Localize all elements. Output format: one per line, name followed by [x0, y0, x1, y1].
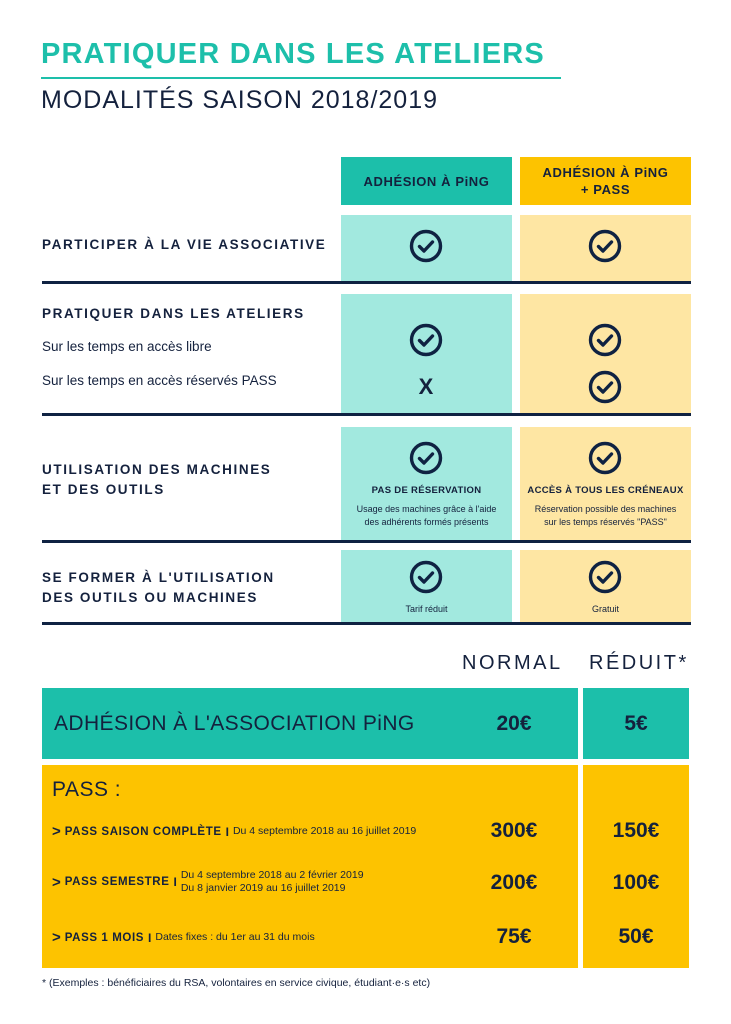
row4-adhesion-cell	[341, 550, 512, 623]
pass-dates-line: Du 8 janvier 2019 au 16 juillet 2019	[180, 882, 346, 894]
row-divider	[42, 281, 691, 284]
pass-saison-price-reduced: 150€	[612, 819, 660, 842]
cell-desc-line: sur les temps réservés "PASS"	[544, 517, 667, 527]
row-label-se-former-line1: SE FORMER À L'UTILISATION	[42, 570, 275, 585]
row-label-pratiquer: PRATIQUER DANS LES ATELIERS	[42, 306, 305, 321]
check-icon	[409, 560, 443, 594]
footnote: * (Exemples : bénéficiaires du RSA, volontaires en service civique, étudiant·e·s etc)	[42, 977, 431, 989]
row-sublabel-acces-libre: Sur les temps en accès libre	[42, 339, 212, 354]
column-header-adhesion-pass	[520, 157, 691, 205]
membership-price-reduced: 5€	[624, 712, 648, 735]
row1-adhesion-cell	[341, 215, 512, 282]
cell-note-gratuit: Gratuit	[591, 604, 619, 614]
column-header-adhesion	[341, 157, 512, 205]
page-title: PRATIQUER DANS LES ATELIERS	[41, 38, 545, 70]
column-header-adhesion-label: ADHÉSION À PiNG	[363, 173, 490, 189]
chevron-right-icon: >	[52, 873, 61, 891]
pass-title: PASS :	[52, 778, 122, 801]
pass-semestre-price-reduced: 100€	[612, 871, 660, 894]
row-divider	[42, 540, 691, 543]
check-icon	[409, 441, 443, 475]
row3-pass-cell	[520, 427, 691, 541]
check-icon	[588, 229, 622, 263]
row-label-se-former-line2: DES OUTILS OU MACHINES	[42, 590, 258, 605]
cell-title-acces-creneaux: ACCÈS À TOUS LES CRÉNEAUX	[527, 485, 684, 496]
check-icon	[588, 560, 622, 594]
pass-name: PASS SAISON COMPLÈTE	[64, 825, 222, 838]
check-icon	[409, 323, 443, 357]
cell-desc-line: Usage des machines grâce à l'aide	[356, 504, 497, 514]
pass-name: PASS 1 MOIS	[64, 931, 145, 944]
row3-adhesion-cell	[341, 427, 512, 541]
pass-dates	[181, 869, 364, 895]
pass-item-1-mois	[52, 929, 315, 946]
row-label-utilisation	[42, 460, 271, 500]
pass-dates-line: Du 4 septembre 2018 au 2 février 2019	[180, 869, 364, 881]
pass-item-saison	[52, 823, 416, 840]
row4-pass-cell	[520, 550, 691, 623]
cell-desc-line: Réservation possible des machines	[534, 504, 677, 514]
price-header-normal: NORMAL	[462, 652, 563, 674]
cell-desc-pass	[520, 503, 691, 529]
row-label-utilisation-line2: ET DES OUTILS	[42, 482, 165, 497]
chevron-right-icon: >	[52, 823, 61, 840]
row-label-vie-associative: PARTICIPER À LA VIE ASSOCIATIVE	[42, 237, 327, 252]
check-icon	[588, 370, 622, 404]
pass-item-semestre	[52, 869, 364, 895]
row2-pass-cell	[520, 294, 691, 414]
row-divider	[42, 622, 691, 625]
row-sublabel-acces-reserve: Sur les temps en accès réservés PASS	[42, 373, 277, 388]
pass-saison-price-normal: 300€	[490, 819, 538, 842]
cell-title-pas-de-reservation: PAS DE RÉSERVATION	[371, 485, 482, 496]
pass-separator: I	[225, 824, 229, 839]
check-icon	[588, 441, 622, 475]
pass-dates: Du 4 septembre 2018 au 16 juillet 2019	[232, 825, 417, 837]
pass-1-mois-price-reduced: 50€	[618, 925, 654, 948]
membership-label: ADHÉSION À L'ASSOCIATION PiNG	[54, 712, 415, 735]
cross-icon: X	[418, 374, 434, 399]
cell-note-tarif-reduit: Tarif réduit	[405, 604, 448, 614]
pass-semestre-price-normal: 200€	[490, 871, 538, 894]
row-label-se-former	[42, 568, 275, 608]
pass-dates: Dates fixes : du 1er au 31 du mois	[155, 931, 315, 943]
cell-desc-line: des adhérents formés présents	[364, 517, 489, 527]
row2-adhesion-cell	[341, 294, 512, 414]
column-header-adhesion-pass-line1: ADHÉSION À PiNG	[542, 165, 669, 180]
row-divider	[42, 413, 691, 416]
row-label-utilisation-line1: UTILISATION DES MACHINES	[42, 462, 272, 477]
pass-1-mois-price-normal: 75€	[496, 925, 532, 948]
row1-pass-cell	[520, 215, 691, 282]
page-subtitle: MODALITÉS SAISON 2018/2019	[41, 86, 439, 114]
membership-price-normal: 20€	[496, 712, 532, 735]
pass-separator: I	[173, 875, 177, 889]
column-header-adhesion-pass-line2: + PASS	[580, 182, 631, 197]
check-icon	[409, 229, 443, 263]
pass-separator: I	[148, 930, 152, 945]
pass-name: PASS SEMESTRE	[64, 876, 170, 888]
check-icon	[588, 323, 622, 357]
title-underline	[41, 77, 561, 79]
cell-desc-adhesion	[341, 503, 512, 529]
chevron-right-icon: >	[52, 929, 61, 946]
price-header-reduit: RÉDUIT*	[589, 652, 689, 674]
